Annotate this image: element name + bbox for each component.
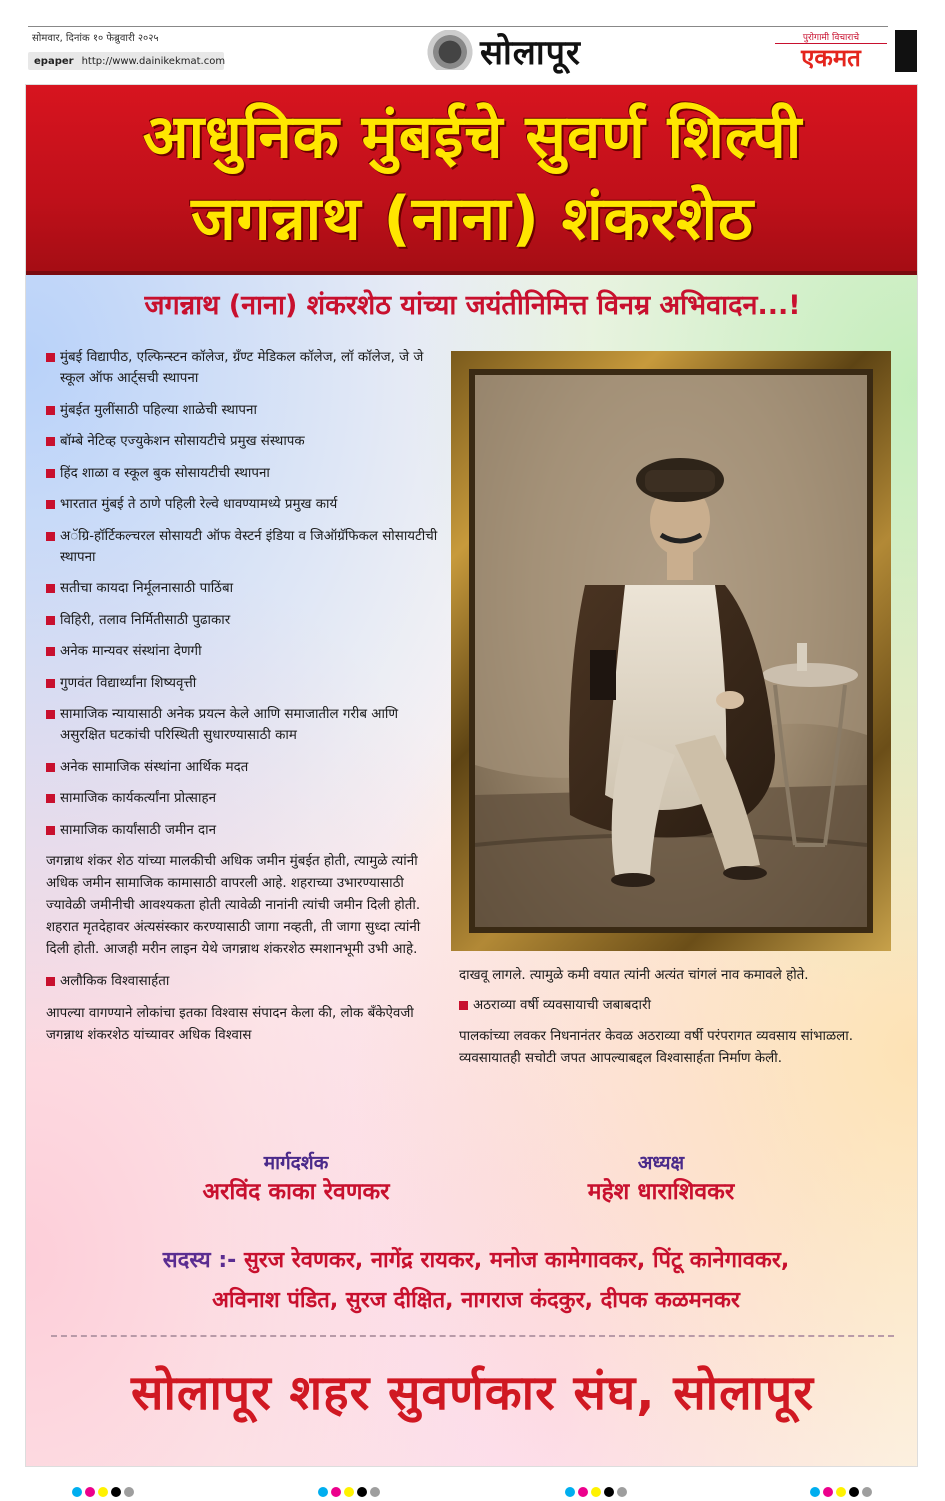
registration-dot: [591, 1487, 601, 1497]
portrait-gilded-frame: [451, 351, 891, 951]
business-paragraph: पालकांच्या लवकर निधनानंतर केवळ अठराव्या वर्षी परंपरागत व्यवसाय सांभाळला. व्यवसायातही सचोटी जपत आपल्याबद्दल विश्वासार्हता निर्माण केली.: [459, 1029, 853, 1066]
achievement-item: विहिरी, तलाव निर्मितीसाठी पुढाकार: [46, 610, 446, 631]
guide-role: मार्गदर्शक: [263, 1152, 329, 1174]
registration-mark: [810, 1487, 872, 1497]
masthead-black-bar: [895, 30, 917, 72]
members-label: सदस्य :-: [162, 1248, 237, 1273]
achievement-item: सामाजिक कार्यकर्त्यांना प्रोत्साहन: [46, 788, 446, 809]
registration-dot: [318, 1487, 328, 1497]
registration-dot: [565, 1487, 575, 1497]
members-line-2: अविनाश पंडित, सुरज दीक्षित, नागराज कंदकुर, दीपक कळमनकर: [212, 1288, 740, 1313]
achievement-item: मुंबई विद्यापीठ, एल्फिन्स्टन कॉलेज, ग्रँण्ट मेडिकल कॉलेज, लॉ कॉलेज, जे जे स्कूल ऑफ आर्ट्सची स्थापना: [46, 347, 446, 389]
achievement-item: गुणवंत विद्यार्थ्यांना शिष्यवृत्ती: [46, 673, 446, 694]
achievements-column: [46, 347, 446, 1057]
achievement-item: सामाजिक कार्यांसाठी जमीन दान: [46, 820, 446, 841]
newspaper-brand: [775, 30, 887, 72]
epaper-url[interactable]: http://www.dainikekmat.com: [81, 55, 226, 67]
registration-dot: [370, 1487, 380, 1497]
biography-column: [459, 965, 889, 1078]
headline-banner: [26, 85, 918, 275]
registration-mark: [72, 1487, 134, 1497]
registration-dot: [604, 1487, 614, 1497]
president-name: महेश धाराशिवकर: [587, 1179, 735, 1205]
tribute-subtitle: जगन्नाथ (नाना) शंकरशेठ यांच्या जयंतीनिमित्त विनम्र अभिवादन...!: [144, 290, 801, 321]
seated-man-illustration: [475, 375, 867, 927]
business-heading: अठराव्या वर्षी व्यवसायाची जबाबदारी: [459, 995, 889, 1016]
registration-dot: [810, 1487, 820, 1497]
guide-name: अरविंद काका रेवणकर: [202, 1179, 390, 1205]
achievement-item: सामाजिक न्यायासाठी अनेक प्रयत्न केले आणि समाजातील गरीब आणि असुरक्षित घटकांची परिस्थिती सुधारण्यासाठी काम: [46, 704, 446, 746]
registration-dot: [331, 1487, 341, 1497]
registration-dot: [124, 1487, 134, 1497]
newspaper-masthead: [0, 0, 945, 78]
issue-date: सोमवार, दिनांक १० फेब्रुवारी २०२५: [32, 33, 159, 44]
headline-line-1: आधुनिक मुंबईचे सुवर्ण शिल्पी: [142, 102, 803, 172]
guide-credit: [146, 1149, 446, 1207]
registration-dot: [98, 1487, 108, 1497]
achievement-item: अनेक मान्यवर संस्थांना देणगी: [46, 641, 446, 662]
brand-tagline: पुरोगामी विचाराचे: [775, 30, 887, 44]
achievement-item: भारतात मुंबई ते ठाणे पहिली रेल्वे धावण्यामध्ये प्रमुख कार्य: [46, 494, 446, 515]
achievement-item: बॉम्बे नेटिव्ह एज्युकेशन सोसायटीचे प्रमुख संस्थापक: [46, 431, 446, 452]
registration-mark: [318, 1487, 380, 1497]
trust-paragraph: आपल्या वागण्याने लोकांचा इतका विश्वास संपादन केला की, लोक बँकेऐवजी जगन्नाथ शंकरशेठ यांच्यावर अधिक विश्वास: [46, 1005, 414, 1043]
registration-dot: [72, 1487, 82, 1497]
achievement-item: मुंबईत मुलींसाठी पहिल्या शाळेची स्थापना: [46, 400, 446, 421]
achievement-item: अॅग्रि-हॉर्टिकल्चरल सोसायटी ऑफ वेस्टर्न इंडिया व जिऑग्रॅफिकल सोसायटीची स्थापना: [46, 526, 446, 568]
registration-dot: [836, 1487, 846, 1497]
president-role: अध्यक्ष: [637, 1152, 685, 1174]
epaper-label: epaper: [34, 55, 74, 67]
dashed-divider: [51, 1335, 894, 1337]
registration-dot: [578, 1487, 588, 1497]
registration-dot: [357, 1487, 367, 1497]
registration-dot: [111, 1487, 121, 1497]
registration-dot: [862, 1487, 872, 1497]
members-line-1: सुरज रेवणकर, नागेंद्र रायकर, मनोज कामेगावकर, पिंटू कानेगावकर,: [243, 1248, 790, 1273]
registration-dot: [617, 1487, 627, 1497]
continued-paragraph: दाखवू लागले. त्यामुळे कमी वयात त्यांनी अत्यंत चांगलं नाव कमावले होते.: [459, 968, 809, 983]
achievement-item: अनेक सामाजिक संस्थांना आर्थिक मदत: [46, 757, 446, 778]
president-credit: [511, 1149, 811, 1207]
masthead-rule: [28, 26, 888, 27]
edition-name: सोलापूर: [480, 33, 581, 73]
brand-name: एकमत: [801, 44, 861, 72]
print-registration-marks: [0, 1487, 945, 1501]
achievement-item: हिंद शाळा व स्कूल बुक सोसायटीची स्थापना: [46, 463, 446, 484]
members-list: [46, 1241, 906, 1321]
registration-dot: [85, 1487, 95, 1497]
credits-section: [26, 1149, 918, 1229]
registration-mark: [565, 1487, 627, 1497]
registration-dot: [344, 1487, 354, 1497]
headline-line-2: जगन्नाथ (नाना) शंकरशेठ: [191, 184, 754, 254]
land-donation-paragraph: जगन्नाथ शंकर शेठ यांच्या मालकीची अधिक जमीन मुंबईत होती, त्यामुळे त्यांनी अधिक जमीन सामाजिक कामासाठी वापरली आहे. शहराच्या उभारण्यासाठी ज्यावेळी जमीनीची आवश्यकता होती त्यावेळी नानांनी त्यांची जमीन दिली होती. शहरात मृतदेहावर अंत्यसंस्कार करण्यासाठी जागा नव्हती, ती जागा सुध्दा त्यांनी दिली होती. आजही मरीन लाइन येथे जगन्नाथ शंकरशेठ स्मशानभूमी उभी आहे.: [46, 854, 421, 957]
portrait-photo: [475, 375, 867, 927]
organization-name: सोलापूर शहर सुवर्णकार संघ, सोलापूर: [131, 1365, 814, 1421]
trust-heading: अलौकिक विश्वासार्हता: [46, 971, 446, 992]
edition-logo-icon: [420, 30, 480, 70]
epaper-url-bar[interactable]: [28, 52, 224, 70]
tribute-advertisement: [25, 84, 918, 1467]
achievement-item: सतीचा कायदा निर्मूलनासाठी पाठिंबा: [46, 578, 446, 599]
registration-dot: [823, 1487, 833, 1497]
registration-dot: [849, 1487, 859, 1497]
